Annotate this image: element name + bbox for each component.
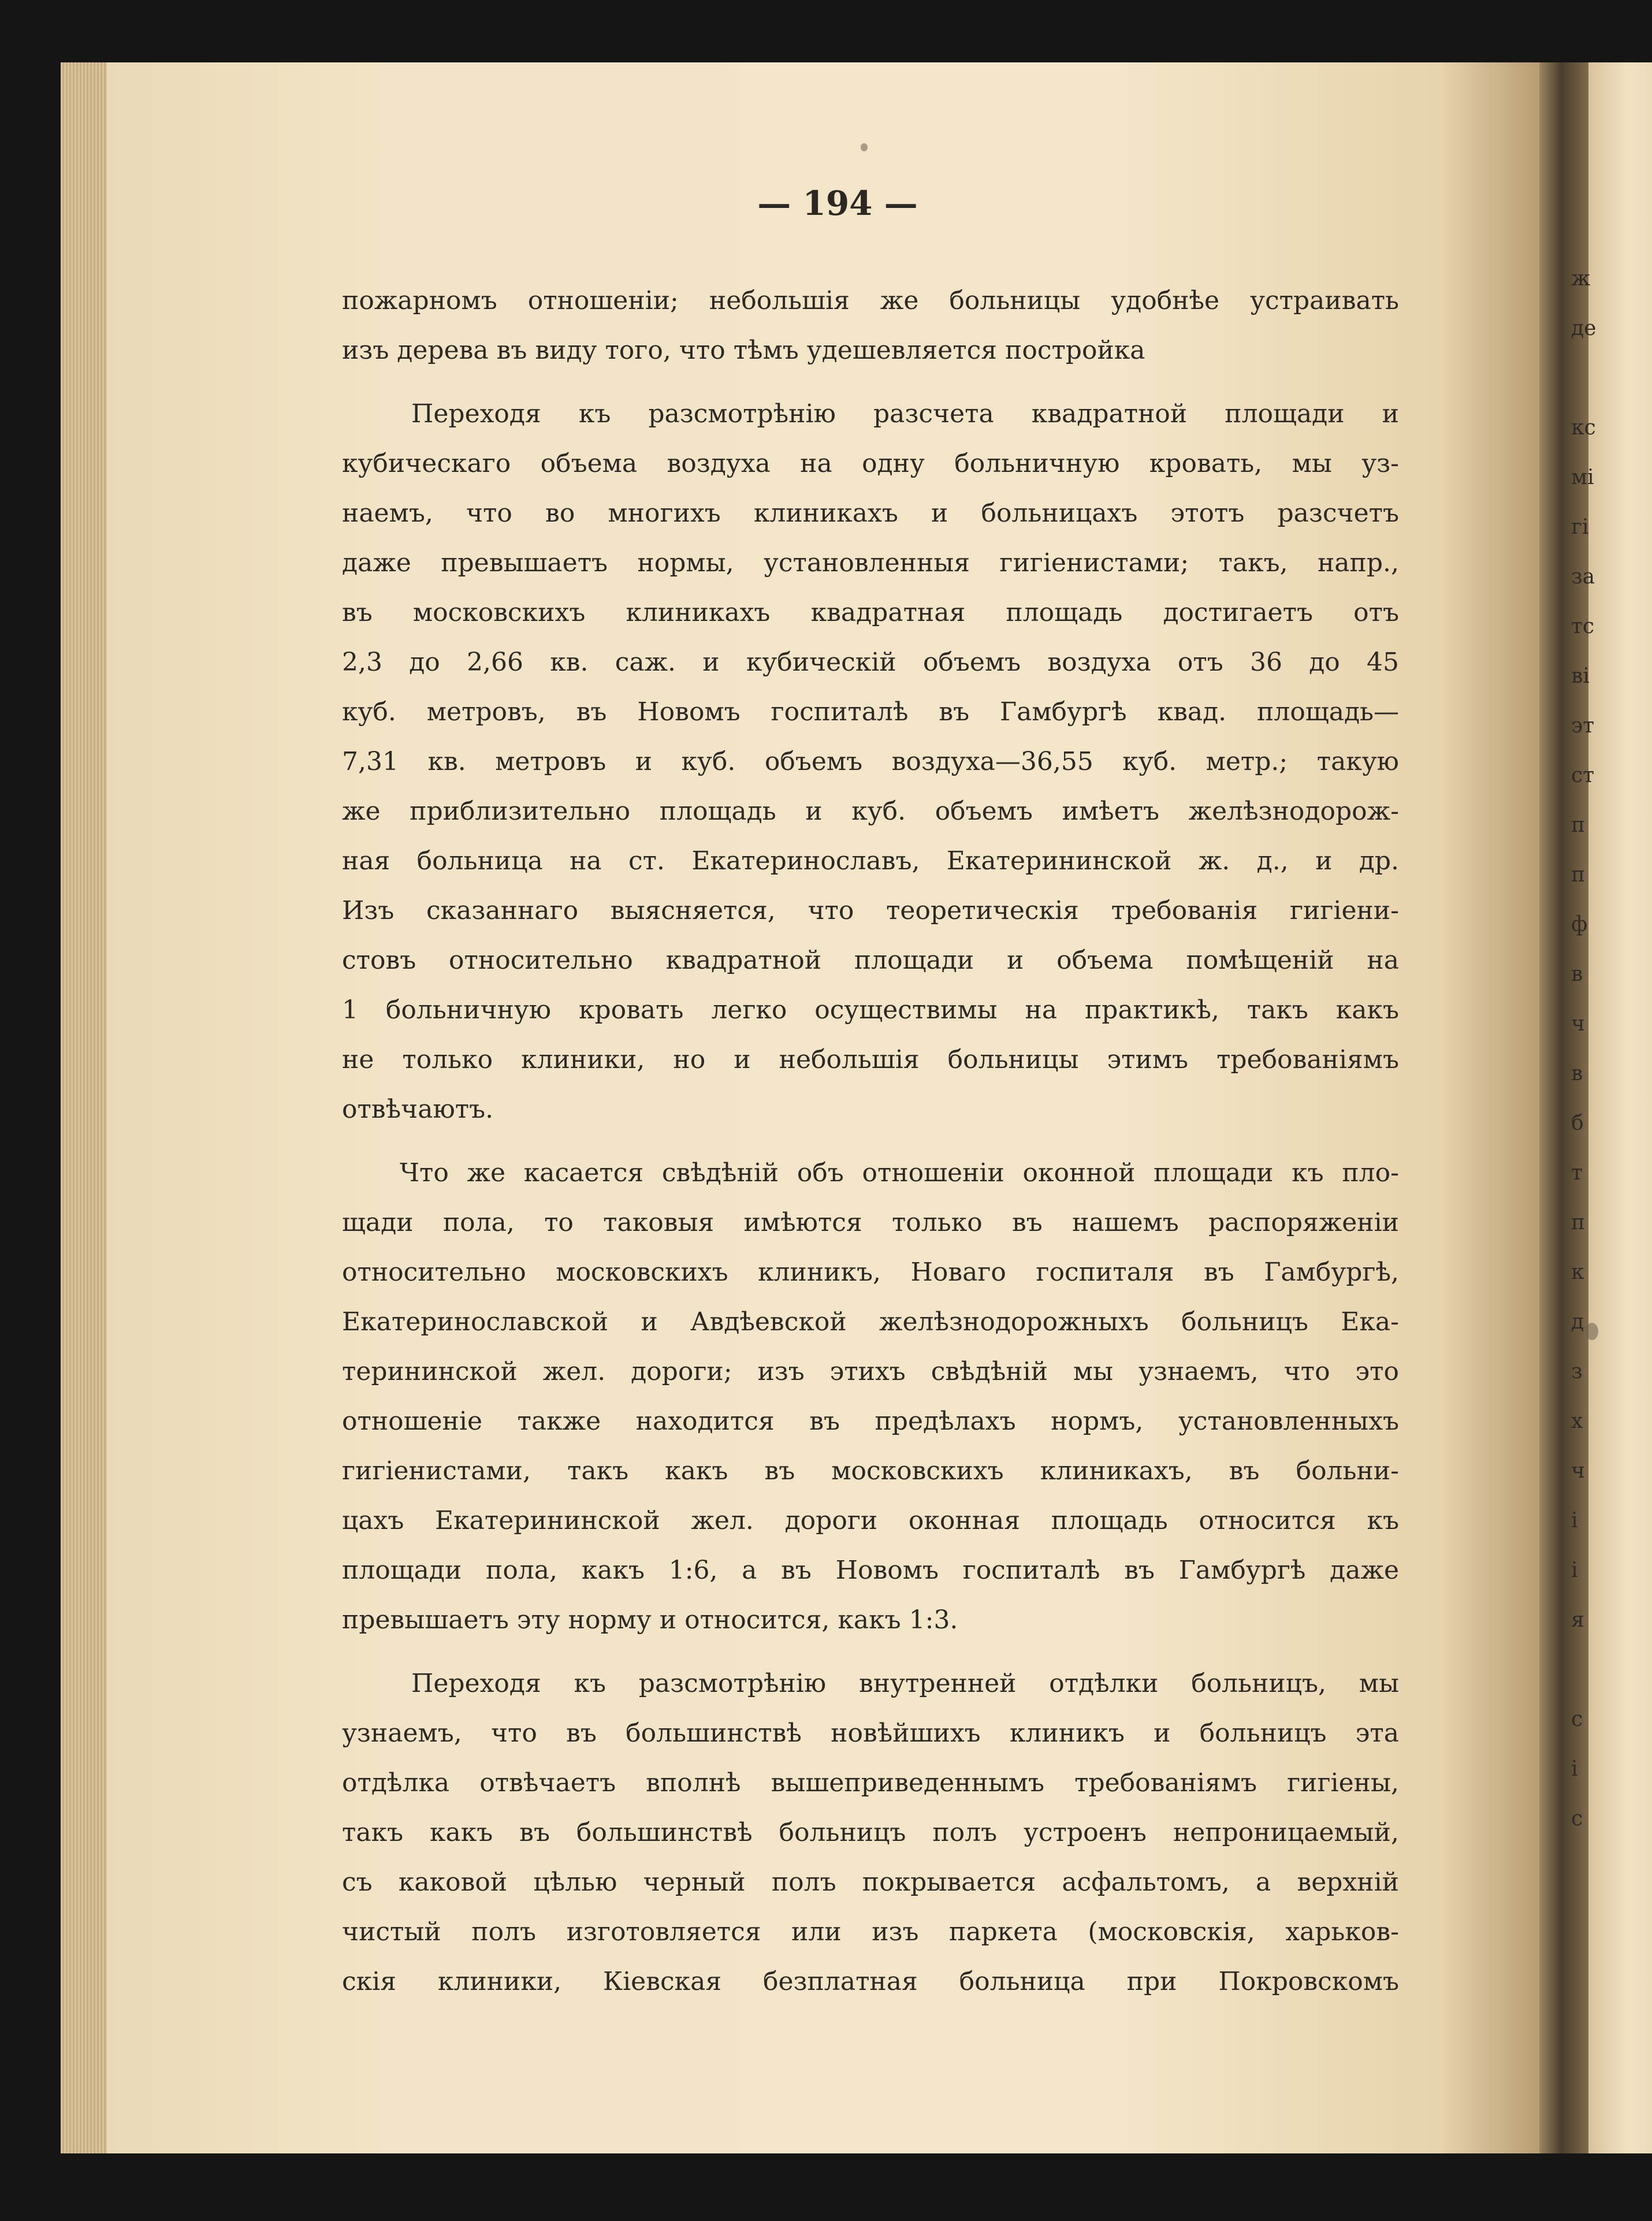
facing-page-fragment: з — [1571, 1360, 1583, 1383]
facing-page-fragment: де — [1571, 317, 1597, 340]
paragraph — [342, 1148, 1399, 1645]
text-line: цахъ Екатерининской жел. дороги оконная площадь относится къ — [342, 1506, 1399, 1535]
facing-page-fragment: б — [1571, 1111, 1584, 1135]
text-line: отношеніе также находится въ предѣлахъ нормъ, установленныхъ — [342, 1407, 1399, 1436]
text-line: Переходя къ разсмотрѣнію внутренней отдѣлки больницъ, мы — [411, 1669, 1399, 1698]
text-line: въ московскихъ клиникахъ квадратная площадь достигаетъ отъ — [342, 598, 1399, 627]
text-line: площади пола, какъ 1:6, а въ Новомъ госпиталѣ въ Гамбургѣ даже — [342, 1556, 1399, 1585]
facing-page-fragment: ві — [1571, 664, 1590, 688]
text-line: чистый полъ изготовляется или изъ паркета (московскія, харьков- — [342, 1917, 1399, 1947]
text-line: Изъ сказаннаго выясняется, что теоретическія требованія гигіени- — [342, 896, 1399, 925]
facing-page-fragment: тс — [1571, 615, 1595, 638]
text-line: стовъ относительно квадратной площади и объема помѣщеній на — [342, 946, 1399, 975]
page-number: — 194 — — [757, 184, 918, 223]
text-line: изъ дерева въ виду того, что тѣмъ удешевляется постройка — [342, 336, 1145, 365]
text-line: Переходя къ разсмотрѣнію разсчета квадратной площади и — [411, 399, 1399, 429]
facing-page-fragment: і — [1571, 1509, 1578, 1532]
text-line: наемъ, что во многихъ клиникахъ и больницахъ этотъ разсчетъ — [342, 498, 1399, 528]
text-line: гигіенистами, такъ какъ въ московскихъ клиникахъ, въ больни- — [342, 1456, 1399, 1486]
page-text — [342, 276, 1399, 2007]
facing-page-fragment: ж — [1571, 267, 1591, 291]
text-line: щади пола, то таковыя имѣются только въ нашемъ распоряженіи — [342, 1208, 1399, 1237]
text-line: превышаетъ эту норму и относится, какъ 1:3. — [342, 1605, 958, 1635]
text-line: 7,31 кв. метровъ и куб. объемъ воздуха—36,55 куб. метр.; такую — [342, 747, 1399, 776]
text-line: отвѣчаютъ. — [342, 1095, 494, 1124]
facing-page-fragment: мі — [1571, 466, 1594, 489]
text-line: скія клиники, Кіевская безплатная больница при Покровскомъ — [342, 1967, 1399, 1996]
text-line: 2,3 до 2,66 кв. саж. и кубическій объемъ воздуха отъ 36 до 45 — [342, 648, 1399, 677]
paragraph — [342, 389, 1399, 1134]
facing-page-fragment: д — [1571, 1310, 1584, 1334]
facing-page-fragment — [1571, 1645, 1652, 1695]
text-line: куб. метровъ, въ Новомъ госпиталѣ въ Гамбургѣ квад. площадь— — [342, 697, 1399, 727]
facing-page-fragment: я — [1571, 1608, 1584, 1632]
page-stack-edge — [61, 62, 107, 2153]
facing-page-fragment: к — [1571, 1260, 1584, 1284]
facing-page-fragment: і — [1571, 1558, 1578, 1582]
facing-page-fragment: кс — [1571, 416, 1596, 440]
text-line: ная больница на ст. Екатеринославъ, Екатерининской ж. д., и др. — [342, 846, 1399, 876]
facing-page-fragment: х — [1571, 1409, 1583, 1433]
text-line: отдѣлка отвѣчаетъ вполнѣ вышеприведеннымъ требованіямъ гигіены, — [342, 1768, 1399, 1798]
text-line: же приблизительно площадь и куб. объемъ имѣетъ желѣзнодорож- — [342, 797, 1399, 826]
text-line: терининской жел. дороги; изъ этихъ свѣдѣній мы узнаемъ, что это — [342, 1357, 1399, 1386]
text-line: даже превышаетъ нормы, установленныя гигіенистами; такъ, напр., — [342, 548, 1399, 578]
page-stain — [861, 143, 868, 151]
facing-page-fragment: гі — [1571, 515, 1589, 539]
text-line: кубическаго объема воздуха на одну больничную кровать, мы уз- — [342, 449, 1399, 478]
text-line: пожарномъ отношеніи; небольшія же больницы удобнѣе устраивать — [342, 286, 1399, 315]
facing-page-fragment — [1571, 354, 1652, 403]
text-line: Что же касается свѣдѣній объ отношеніи оконной площади къ пло- — [400, 1158, 1399, 1188]
facing-page-fragment: п — [1571, 813, 1585, 837]
facing-page-fragment: эт — [1571, 714, 1595, 738]
facing-page-fragment: за — [1571, 565, 1595, 589]
facing-page-fragment: ф — [1571, 913, 1588, 936]
facing-page-fragment: і — [1571, 1757, 1578, 1781]
text-line: относительно московскихъ клиникъ, Новаго госпиталя въ Гамбургѣ, — [342, 1258, 1399, 1287]
text-line: не только клиники, но и небольшія больницы этимъ требованіямъ — [342, 1045, 1399, 1074]
facing-page-fragment: п — [1571, 1211, 1585, 1234]
paragraph — [342, 1659, 1399, 2007]
facing-page-fragment: в — [1571, 962, 1583, 986]
facing-page-fragment: ч — [1571, 1459, 1585, 1483]
facing-page-fragment: ст — [1571, 764, 1595, 787]
text-line: такъ какъ въ большинствѣ больницъ полъ устроенъ непроницаемый, — [342, 1818, 1399, 1847]
text-line: узнаемъ, что въ большинствѣ новѣйшихъ клиникъ и больницъ эта — [342, 1718, 1399, 1748]
facing-page-fragment: с — [1571, 1807, 1583, 1831]
facing-page-fragment: в — [1571, 1062, 1583, 1085]
paragraph — [342, 276, 1399, 375]
facing-page-fragment: с — [1571, 1707, 1583, 1731]
text-line: съ каковой цѣлью черный полъ покрывается асфальтомъ, а верхній — [342, 1867, 1399, 1897]
facing-page-text — [1571, 254, 1652, 1844]
facing-page-fragment: п — [1571, 863, 1585, 887]
text-line: Екатеринославской и Авдѣевской желѣзнодорожныхъ больницъ Ека- — [342, 1307, 1399, 1337]
facing-page-fragment: ч — [1571, 1012, 1585, 1036]
facing-page-fragment: т — [1571, 1161, 1583, 1185]
text-line: 1 больничную кровать легко осуществимы на практикѣ, такъ какъ — [342, 995, 1399, 1025]
